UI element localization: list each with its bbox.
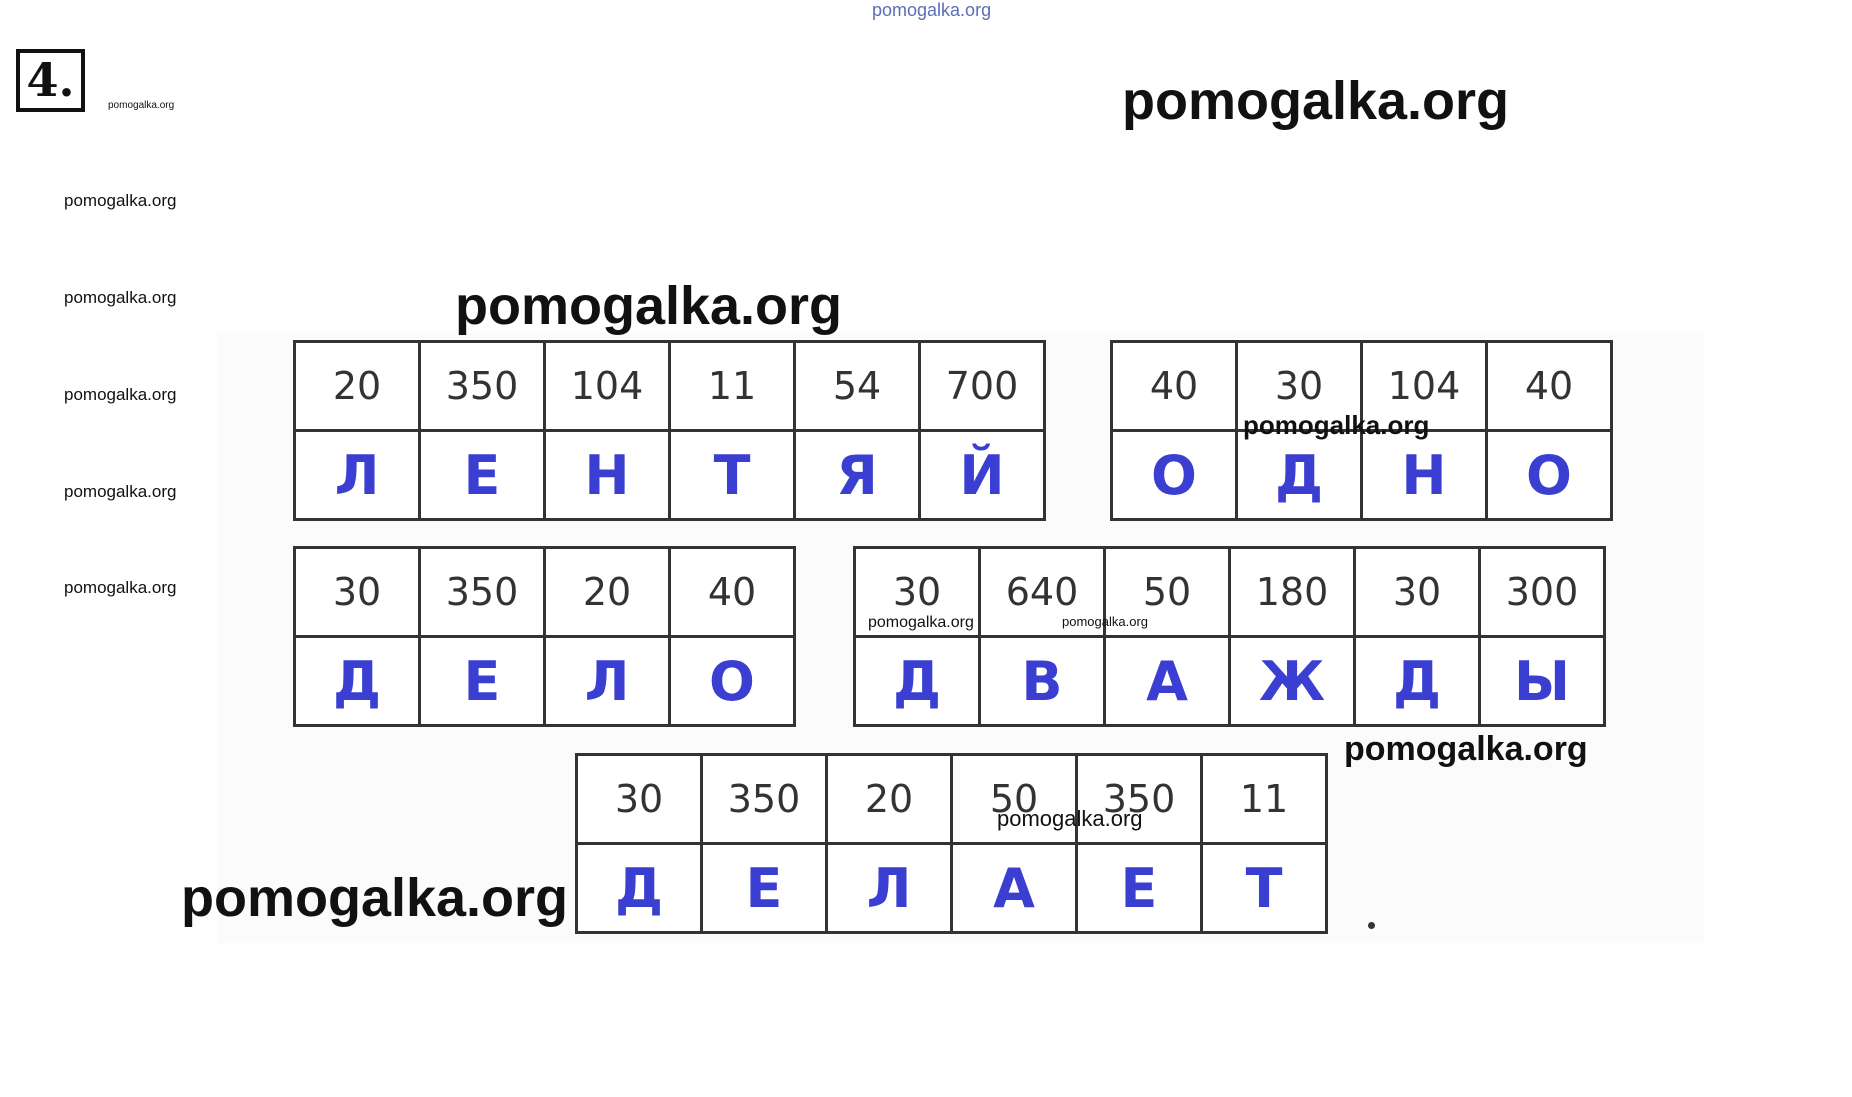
watermark-table-4-a: pomogalka.org [868,614,974,631]
letter-cell: О [1487,431,1612,520]
watermark-left-4: pomogalka.org [64,482,177,501]
letter-cell: А [952,844,1077,933]
number-cell: 350 [1077,755,1202,844]
watermark-left-3: pomogalka.org [64,385,177,404]
letter-cell: Д [1355,637,1480,726]
letter-cell: Й [920,431,1045,520]
letter-cell: Л [295,431,420,520]
number-cell: 350 [420,548,545,637]
letter-cell: О [670,637,795,726]
watermark-left-5: pomogalka.org [64,578,177,597]
period-dot [1368,922,1375,929]
letter-cell: Л [827,844,952,933]
number-cell: 40 [1112,342,1237,431]
letter-cell: А [1105,637,1230,726]
number-cell: 50 [1105,548,1230,637]
letter-cell: Н [1362,431,1487,520]
letter-cell: О [1112,431,1237,520]
cipher-table-3 [293,546,796,727]
number-cell: 640 [980,548,1105,637]
number-cell: 180 [1230,548,1355,637]
number-cell: 20 [545,548,670,637]
letter-cell: В [980,637,1105,726]
letter-cell: Е [1077,844,1202,933]
number-cell: 350 [702,755,827,844]
number-cell: 40 [1487,342,1612,431]
number-cell: 104 [1362,342,1487,431]
letter-cell: Л [545,637,670,726]
letter-cell: Ы [1480,637,1605,726]
watermark-large-above-table: pomogalka.org [455,276,843,336]
letter-cell: Е [420,431,545,520]
number-cell: 11 [1202,755,1327,844]
letter-cell: Т [1202,844,1327,933]
cipher-table-4 [853,546,1606,727]
letter-cell: Н [545,431,670,520]
number-cell: 300 [1480,548,1605,637]
watermark-large-top-right: pomogalka.org [1122,71,1510,131]
number-cell: 104 [545,342,670,431]
watermark-large-bottom-left: pomogalka.org [181,868,569,928]
letter-cell: Т [670,431,795,520]
number-cell: 20 [827,755,952,844]
number-cell: 30 [295,548,420,637]
number-cell: 30 [855,548,980,637]
watermark-left-2: pomogalka.org [64,288,177,307]
letter-cell: Я [795,431,920,520]
number-cell: 40 [670,548,795,637]
watermark-left-1: pomogalka.org [64,191,177,210]
number-cell: 20 [295,342,420,431]
number-cell: 700 [920,342,1045,431]
number-cell: 350 [420,342,545,431]
exercise-number: 4. [16,49,85,112]
number-cell: 30 [1355,548,1480,637]
cipher-table-1 [293,340,1046,521]
number-cell: 30 [1237,342,1362,431]
letter-cell: Д [295,637,420,726]
cipher-table-5 [575,753,1328,934]
letter-cell: Е [420,637,545,726]
number-cell: 11 [670,342,795,431]
number-cell: 50 [952,755,1077,844]
watermark-table-5: pomogalka.org [997,806,1143,831]
watermark-table-2: pomogalka.org [1243,410,1430,440]
letter-cell: Ж [1230,637,1355,726]
letter-cell: Д [855,637,980,726]
number-cell: 54 [795,342,920,431]
number-cell: 30 [577,755,702,844]
watermark-top: pomogalka.org [872,0,992,20]
watermark-right: pomogalka.org [1344,730,1588,768]
letter-cell: Е [702,844,827,933]
watermark-small-near-number: pomogalka.org [108,100,175,111]
letter-cell: Д [577,844,702,933]
letter-cell: Д [1237,431,1362,520]
watermark-table-4-b: pomogalka.org [1062,614,1148,629]
